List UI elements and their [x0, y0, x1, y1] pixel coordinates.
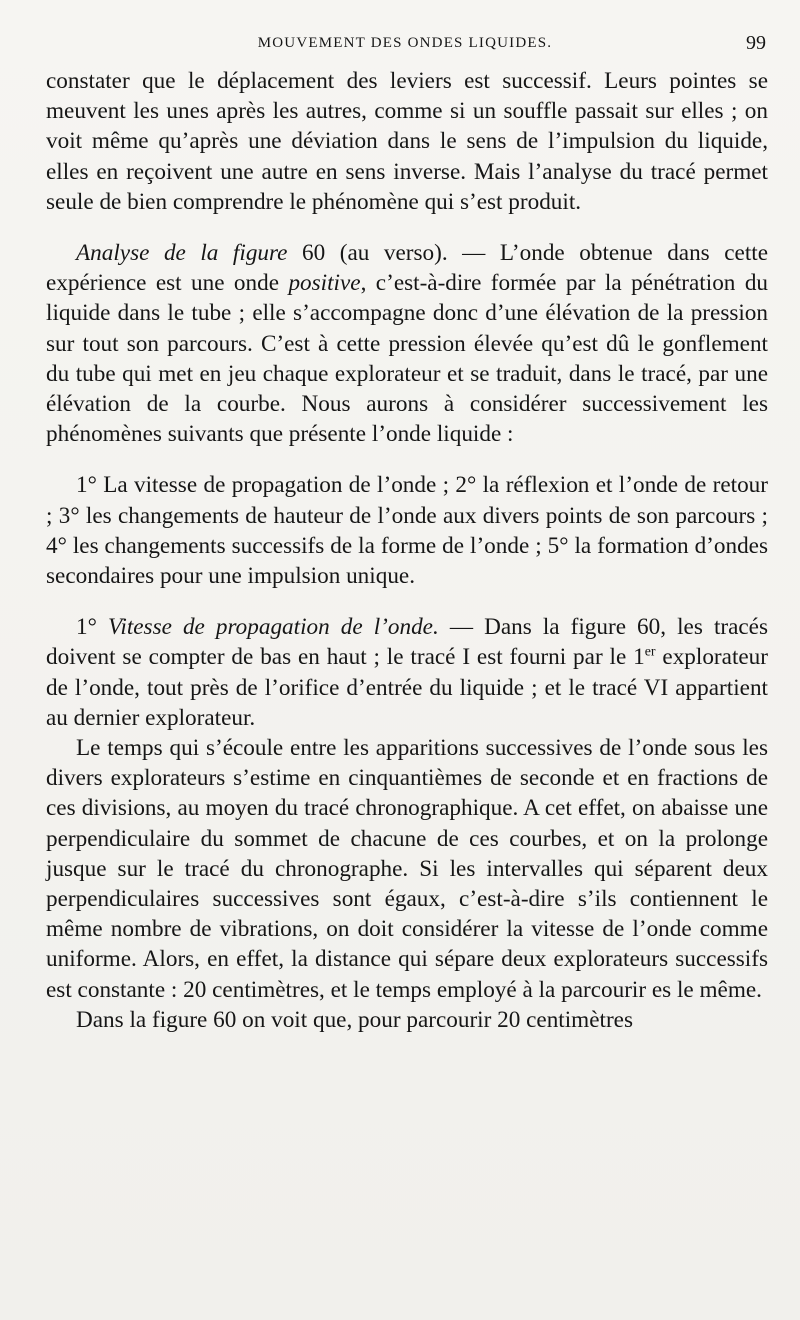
paragraph-temps: Le temps qui s’écoule entre les apparitions successives de l’onde sous les divers explorateurs s’estime en cinquantièmes de seconde et en fractions de ces divisions, au moyen du tracé chronographique. A cet effet, on abaisse une perpendiculaire du sommet de chacune de ces courbes, et on la prolonge jusque sur le tracé du chronographe. Si les intervalles qui séparent deux perpendiculaires successives sont égaux, c’est-à-dire s’ils contiennent le même nombre de vibrations, on doit considérer la vitesse de l’onde comme uniforme. Alors, en effet, la distance qui sépare deux explorateurs successifs est constante : 20 centimètres, et le temps employé à la parcourir es le même. — [46, 735, 768, 1003]
ordinal-superscript: er — [644, 644, 656, 660]
emphasis-positive: positive — [288, 270, 361, 297]
paragraph-spacer — [46, 217, 768, 238]
paragraph-spacer — [46, 591, 768, 612]
vitesse-text-b: explorateur de l’onde, tout près de l’orifice d’entrée du liquide ; et le tracé VI appartient au dernier explorateur. — [46, 644, 768, 731]
section-heading-analyse: Analyse de la figure — [76, 240, 288, 267]
running-head — [44, 32, 766, 56]
paragraph-1: constater que le déplacement des leviers est successif. Leurs pointes se meuvent les unes après les autres, comme si un souffle passait sur elles ; on voit même qu’après une déviation dans le sens de l’impulsion du liquide, elles en reçoivent une autre en sens inverse. Mais l’analyse du tracé permet seule de bien comprendre le phénomène qui s’est produit. — [46, 68, 768, 215]
analysis-text-a: 60 (au verso). — L’onde obtenue dans cette expérience est une onde — [46, 240, 768, 297]
section-heading-vitesse: Vitesse de propagation de l’onde. — [107, 614, 439, 641]
paragraph-enumeration: 1° La vitesse de propagation de l’onde ; 2° la réflexion et l’onde de retour ; 3° les changements de hauteur de l’onde aux divers points de son parcours ; 4° les changements successifs de la forme de l’onde ; 5° la formation d’ondes secondaires pour une impulsion unique. — [46, 472, 768, 590]
paragraph-final: Dans la figure 60 on voit que, pour parcourir 20 centimètres — [76, 1006, 633, 1033]
paragraph-spacer — [46, 449, 768, 470]
page-number: 99 — [746, 32, 766, 54]
analysis-text-b: , c’est-à-dire formée par la pénétration du liquide dans le tube ; elle s’accompagne donc d’une élévation de la pression sur tout son parcours. C’est à cette pression élevée qu’est dû le gonflement du tube qui met en jeu chaque explorateur et se traduit, dans le tracé, par une élévation de la courbe. Nous aurons à considérer successivement les phénomènes suivants que présente l’onde liquide : — [46, 270, 769, 448]
paragraph-vitesse — [46, 612, 768, 733]
section-number: 1° — [76, 614, 108, 641]
body-text — [46, 66, 768, 1035]
running-title: MOUVEMENT DES ONDES LIQUIDES. — [257, 35, 553, 51]
paragraph-analysis — [46, 238, 768, 449]
vitesse-text-a: — Dans la figure 60, les tracés doivent se compter de bas en haut ; le tracé I est fourni par le 1 — [46, 614, 769, 671]
